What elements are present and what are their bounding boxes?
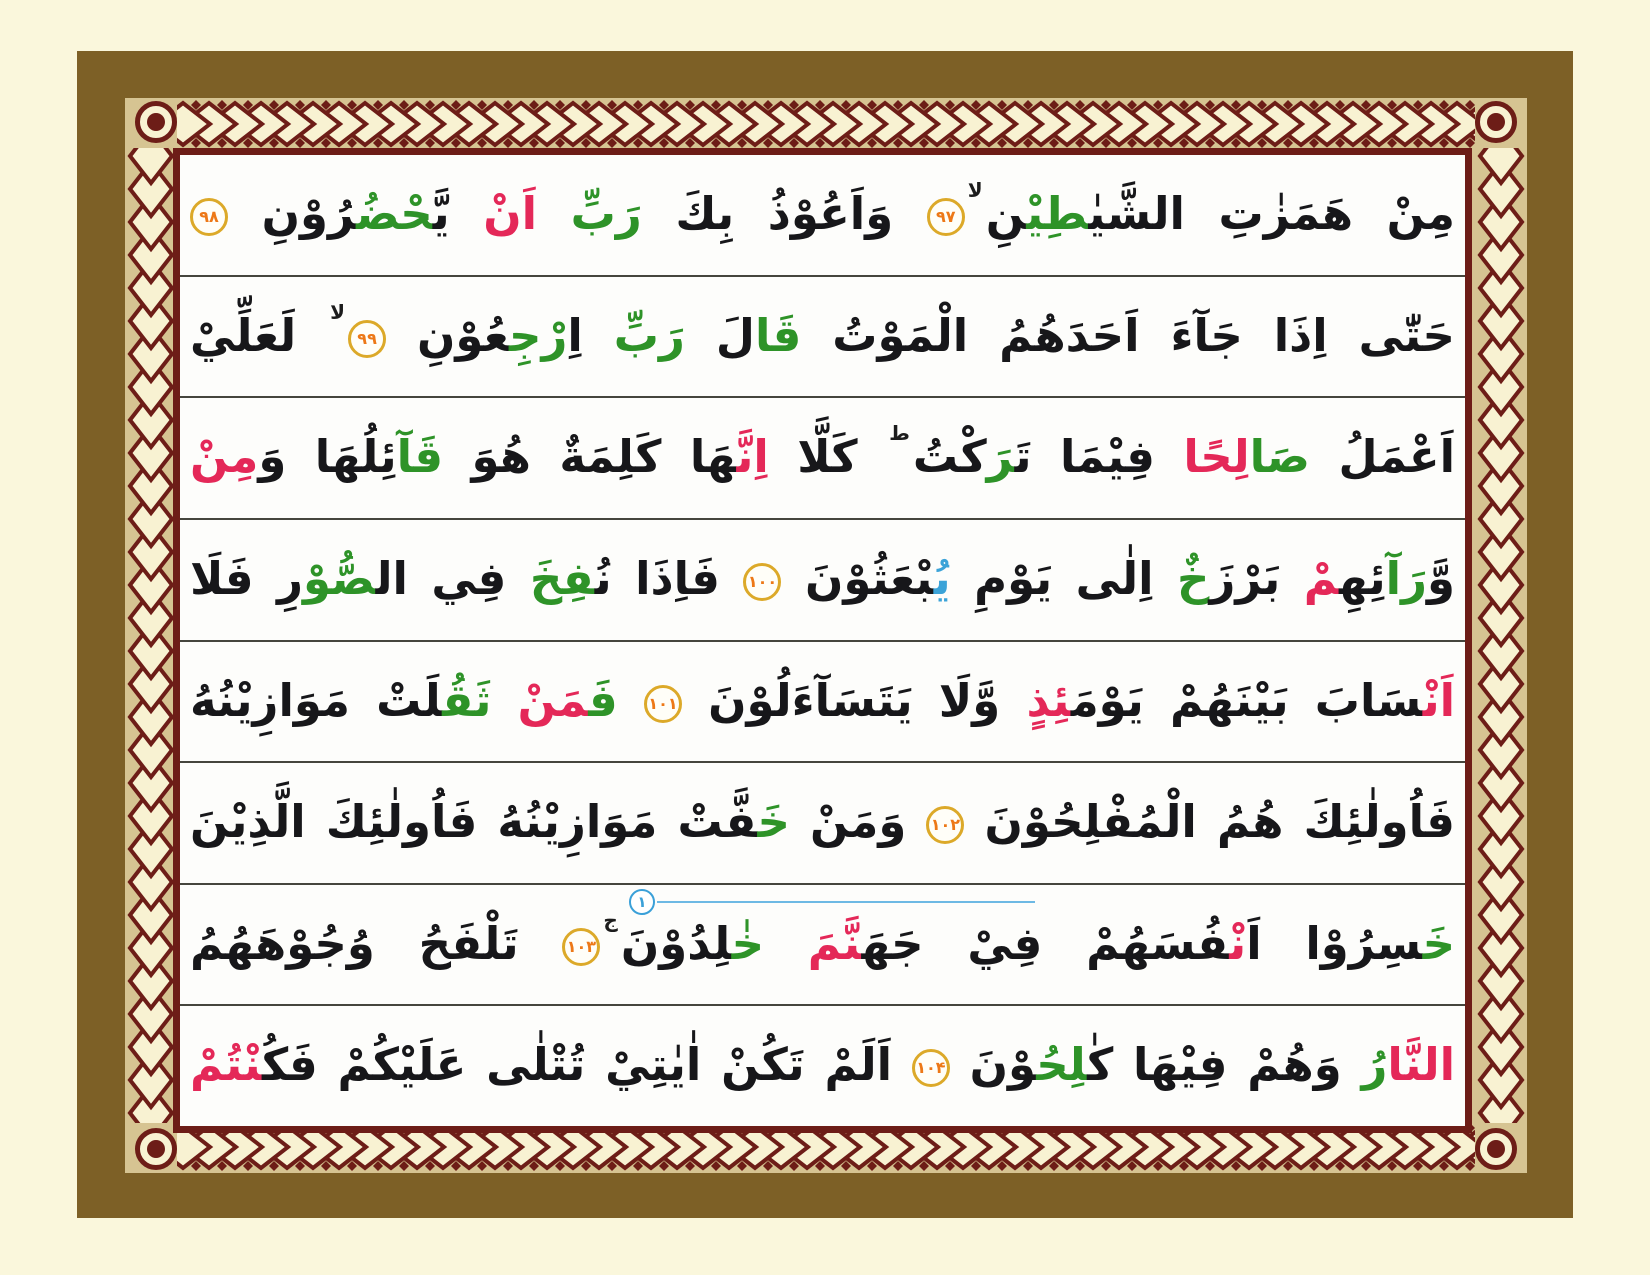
text-segment: ‍سَابَ بَيْنَهُمْ يَوْمَ‍ <box>1070 673 1423 727</box>
text-segment: خٌ <box>1153 551 1210 605</box>
text-segment: ‍رَ <box>986 430 1015 484</box>
diamond-border-right-icon <box>1477 148 1525 1123</box>
text-segment: النَّا <box>1387 1038 1456 1092</box>
text-segment: مِنْ هَمَزٰتِ الشَّيٰ‍ <box>1088 187 1456 240</box>
text-segment: فِي ال‍ <box>375 551 507 605</box>
quran-line-6 <box>180 763 1465 885</box>
verse-number-badge: ۱۰۱ <box>644 685 682 723</box>
text-segment: خَ‍ <box>1422 916 1455 970</box>
text-segment: رِ فَلَا <box>190 551 304 605</box>
text-segment: وَاَعُوْذُ بِكَ <box>641 187 927 240</box>
quran-line-1 <box>180 155 1465 277</box>
quran-line-4 <box>180 520 1465 642</box>
text-segment: ‍مَنْ <box>491 673 589 727</box>
text-sheet <box>173 148 1472 1133</box>
text-segment: حَتّٰى اِذَا جَآءَ اَحَدَهُمُ الْمَوْتُ <box>801 308 1455 362</box>
text-segment: وَمَنْ <box>789 795 927 849</box>
text-segment: لِحًا <box>1154 430 1250 484</box>
text-segment: ‍فَّتْ مَوَازِيْنُهُ فَاُولٰئِكَ الَّذِيْنَ <box>190 795 758 849</box>
text-segment: ‍وْنَ <box>949 1038 1037 1092</box>
text-segment: صَا <box>1249 430 1311 484</box>
text-segment: ‍رُوْنِ <box>228 187 356 240</box>
text-segment: ‍فُسَهُمْ فِيْ جَهَ‍ <box>861 916 1230 970</box>
text-segment: اَنْ <box>449 187 538 240</box>
text-segment: خَ‍ <box>757 795 790 849</box>
text-segment: قَآ <box>396 430 444 484</box>
text-segment: رَبِّ <box>537 187 642 240</box>
text-segment: اِنَّ‍ <box>736 430 769 484</box>
text-segment: فَاُولٰئِكَ هُمُ الْمُفْلِحُوْنَ <box>964 795 1455 849</box>
text-segment: مِنْ <box>190 430 259 484</box>
text-segment: ‍هَا كَلِمَةٌ هُوَ <box>443 430 737 484</box>
text-segment: ‍صُّوْ <box>303 551 376 605</box>
corner-medallion-icon <box>1475 1128 1517 1170</box>
verse-number-badge: ۹۹ <box>348 320 386 358</box>
text-segment: ثَقُ‍ <box>442 673 492 727</box>
text-segment: فِيْمَا تَ‍ <box>1014 430 1155 484</box>
text-segment: رَآ <box>1385 551 1427 605</box>
text-segment: فَ‍ <box>588 673 644 727</box>
quran-line-2 <box>180 277 1465 399</box>
text-segment: يُ‍ <box>933 551 951 605</box>
text-segment: لَ <box>684 308 755 362</box>
pause-mark: ط <box>889 421 910 446</box>
corner-medallion-icon <box>1475 101 1517 143</box>
ruku-number-badge: ۱ <box>629 889 655 915</box>
text-segment: ئِلُهَا وَ <box>258 430 397 484</box>
text-segment: كْتُ <box>912 430 987 484</box>
text-segment: خٰ‍ <box>731 916 765 970</box>
text-segment: ‍لَتْ مَوَازِيْنُهُ <box>190 673 443 727</box>
text-segment: ‍نِ <box>985 187 1027 240</box>
corner-medallion-icon <box>135 1128 177 1170</box>
pause-mark: لا <box>967 178 983 202</box>
quran-line-8 <box>180 1006 1465 1126</box>
text-segment: وَهُمْ فِيْهَا كٰ‍ <box>1087 1038 1342 1092</box>
text-segment: رُ <box>1341 1038 1388 1092</box>
text-segment: بَرْزَ <box>1209 551 1281 605</box>
text-segment: اَعْمَلُ <box>1310 430 1455 484</box>
verse-number-badge: ۱۰۰ <box>743 563 781 601</box>
text-segment: وَّلَا يَتَسَآءَلُوْنَ <box>681 673 1001 727</box>
text-segment: فَاِذَا نُ‍ <box>594 551 744 605</box>
text-segment: ‍لِحُ‍ <box>1036 1038 1088 1092</box>
verse-number-badge: ۱۰۲ <box>926 806 964 844</box>
diamond-border-top-icon <box>177 100 1475 148</box>
text-segment: ‍سِرُوْا اَ <box>1246 916 1423 970</box>
pause-mark: لا <box>330 299 346 324</box>
text-segment: ‍لِدُوْنَ <box>620 916 732 970</box>
text-segment: ‍نْتُمْ <box>190 1038 263 1092</box>
text-segment: اَلَمْ تَكُنْ اٰيٰتِيْ تُتْلٰى عَلَيْكُمْ فَكُ‍ <box>262 1038 912 1092</box>
text-segment: قَا <box>754 308 802 362</box>
text-segment: ‍فِخَ <box>506 551 595 605</box>
text-segment: ‍حْضُ‍ <box>355 187 433 240</box>
text-segment: تَلْفَحُ وُجُوْهَهُمُ <box>190 916 563 970</box>
text-segment: وَّ <box>1427 551 1455 605</box>
text-segment: ‍بْعَثُوْنَ <box>781 551 934 605</box>
text-segment: ‍ئِذٍ <box>1000 673 1071 727</box>
text-segment: لَعَلِّيْ <box>190 308 328 362</box>
text-segment: رَبِّ <box>582 308 685 362</box>
quran-line-5 <box>180 642 1465 764</box>
text-segment: اِلٰى يَوْمِ <box>950 551 1154 605</box>
verse-number-badge: ۱۰۴ <box>912 1049 950 1087</box>
text-segment: ‍نَّمَ <box>764 916 862 970</box>
text-segment: يَّ‍ <box>432 187 450 240</box>
outer-frame <box>77 51 1573 1218</box>
text-segment: ‍طِيْ‍ <box>1026 187 1089 240</box>
text-segment: ئِهِ‍ <box>1339 551 1386 605</box>
text-segment: اَنْ‍ <box>1422 673 1456 727</box>
verse-number-badge: ۱۰۳ <box>562 928 600 966</box>
pause-mark: ج <box>603 907 618 932</box>
text-segment: اِ <box>567 308 583 362</box>
text-segment: كَلَّا <box>768 430 887 484</box>
quran-line-7 <box>180 885 1465 1007</box>
ruku-marker-line <box>637 892 1035 911</box>
text-segment: رْجِ‍ <box>509 308 568 362</box>
text-segment: نْ‍ <box>1229 916 1247 970</box>
text-segment: ‍عُوْنِ <box>386 308 510 362</box>
verse-number-badge: ۹۸ <box>190 198 228 236</box>
corner-medallion-icon <box>135 101 177 143</box>
text-segment: ‍مْ <box>1280 551 1340 605</box>
diamond-border-left-icon <box>127 148 175 1123</box>
quran-line-3 <box>180 398 1465 520</box>
verse-number-badge: ۹۷ <box>927 198 965 236</box>
